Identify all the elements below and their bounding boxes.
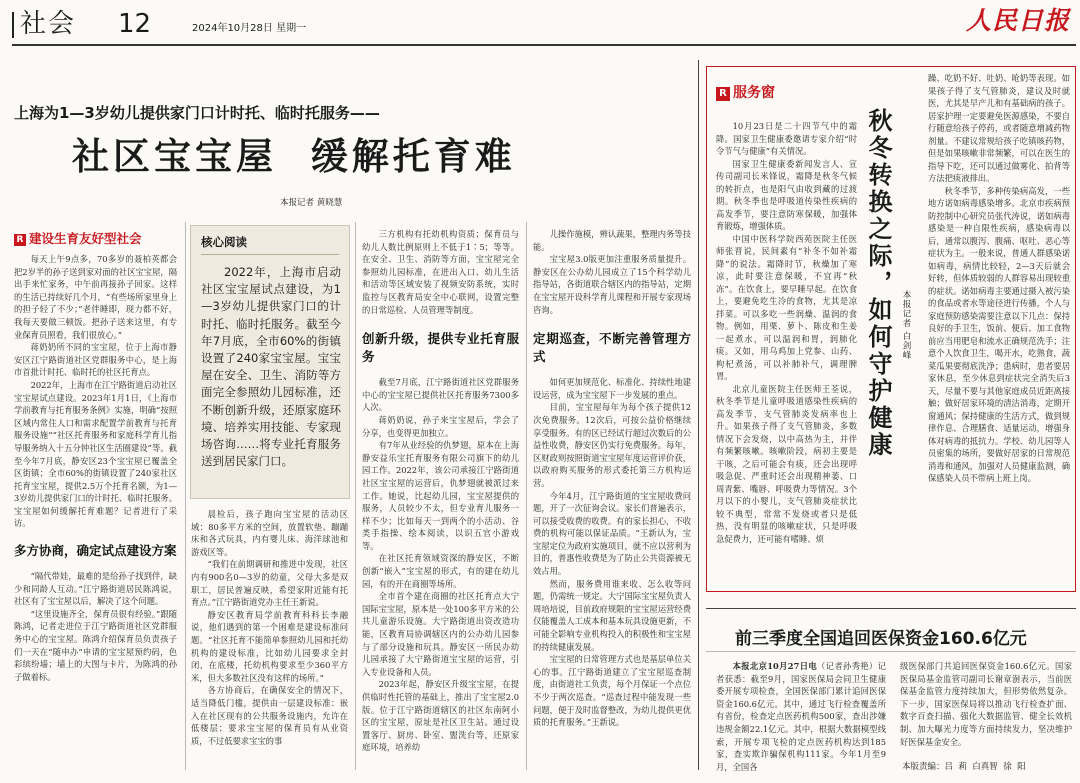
subheading: 多方协商，确定试点建设方案 xyxy=(14,543,177,559)
section-name: 社会 xyxy=(20,9,77,39)
body-paragraph: 三方机构有托幼机构资质；保育员与幼儿人数比例原则上不低于1∶5；等等。在安全、卫生、消防等方面，宝宝屋完全参照幼儿园标准，在进出入口、幼儿生活和活动等区域安装了视频安防系统，实时监控与区教育局安全中心联网，设置完整的日常巡检、人员管理等制度。 xyxy=(362,229,519,315)
body-paragraph: 静安区教育局学前教育科科长李融说，他们遇到的第一个困难是建设标准问题。“社区托育不能简单参照幼儿园和托幼机构的建设标准，比如幼儿园要求全封闭，在底楼，托幼机构要求至少360平方米，但大多数社区没有这样的场所。” xyxy=(191,609,348,683)
page-number: 12 xyxy=(118,9,152,39)
column-4 xyxy=(533,228,691,770)
body-paragraph: 每天上午9点多，70多岁的聂柏英都会把2岁半的孙子送到家对面的社区宝宝屋，隔出手来忙家务，中午前再接孙子回家。这样的生活已持续好几个月，“有些场所家里身上的担子轻了不少；”老伴睡即，现力都不好，我每天要做三顿饭。把孙子送来这里，有专业保育员照看，我们很放心。” xyxy=(14,254,177,340)
body-paragraph: 2023年起，静安区升级宝宝屋，在提供临时性托管的基础上，推出了宝宝屋2.0版。位于江宁路街道辖区的社区东南阿小区的宝宝屋，原址是社区卫生站。通过设置客厅、厨房、卧室、盥洗台等，还原家庭环境，培养幼 xyxy=(362,679,519,753)
lead-byline: 本报记者 黄晓慧 xyxy=(280,198,343,208)
section-rule xyxy=(706,651,1076,652)
subheading: 定期巡查，不断完善管理方式 xyxy=(533,331,691,365)
body-paragraph: 宝宝屋3.0版更加注重服务质量提升。静安区在公办幼儿园成立了15个科学幼儿指导站，各街道联合辖区内的指导站，定期在宝宝屋开设科学育儿课程和开展专家现场咨询。 xyxy=(533,254,691,315)
body-paragraph: 今年4月，江宁路街道的宝宝屋收费问题，开了一次征询会议。家长们普遍表示，可以接受收费的收费。有的家长担心，不收费的机构可能以保证品质。“王新认为，宝宝屋定位为政府实施项目，就不应以营利为目的，普惠性收费是为了防止公共资源被无效占用。 xyxy=(533,490,691,577)
body-paragraph: 然而，服务费用谁来收、怎么收等问题，仍需统一规定。大宁国际宝宝屋负责人周培培说，目前政府规限的宝宝屋运营经费仅能覆盖人工成本和基本玩具设施更新，不可能全影响专业机构投入的积极性和宝宝屋的持续健康发展。 xyxy=(533,578,691,652)
body-paragraph: 级医保部门共追回医保资金160.6亿元。国家医保局基金监管司副司长谢章澍表示，当前医保基金监管力度持续加大，但形势依然复杂。下一步，国家医保局将以推动飞行检查扩面、数字百查扫描、强化大数据监管、健全长效机制、加大曝光力度等方面持续发力，坚决维护好医保基金安全。 xyxy=(900,661,1072,747)
body-paragraph: 儿操作施模，辨认蔬果，整理内务等技能。 xyxy=(533,229,691,252)
column-3 xyxy=(362,228,519,770)
service-byline: 本报记者 白剑峰 xyxy=(901,290,911,361)
section-bracket xyxy=(12,12,14,38)
body-paragraph: 目前，宝宝屋每年为每个孩子提供12次免费服务。12次后，可按公益价格继续享受服务。有的区已经试行超过次数后的公益性收费，静安区仍实行免费服务。每年，区财政则按照街道宝宝屋年度运营评价获，以政府购买服务的形式委托第三方机构运营。 xyxy=(533,402,691,488)
service-column-b xyxy=(928,72,1070,586)
column-separator xyxy=(185,222,186,770)
insurance-column-left xyxy=(716,660,886,772)
body-paragraph: 蒋奶奶所不同的宝宝屋，位于上海市静安区江宁路街道社区党群服务中心，是上海市首批计时托、临时托的社区托育点。 xyxy=(14,342,177,378)
column-separator xyxy=(526,222,527,770)
reporter: （记者孙秀艳） xyxy=(817,661,878,671)
core-reading-text: 2022年，上海市启动社区宝宝屋试点建设，为1—3岁幼儿提供家门口的计时托、临时托服务。截至今年7月底，全市60%的街镇设置了240家宝宝屋。宝宝屋在安全、卫生、消防等方面完全参照幼儿园标准，还不断创新升级，还原家庭环境、培养实用技能、专家现场咨询……将专业托育服务送到居民家门口。 xyxy=(201,265,341,469)
lead-kicker: 上海为1—3岁幼儿提供家门口计时托、临时托服务—— xyxy=(14,104,380,122)
body-paragraph: 如何更加规范化、标准化、持续性地建设运营，成为宝宝屋下一步发展的重点。 xyxy=(533,377,691,400)
core-reading-rule xyxy=(201,254,339,255)
section-heading: R 建设生育友好型社会 xyxy=(14,230,177,248)
column-separator xyxy=(355,222,356,770)
body-paragraph: 全市首个建在商圈的社区托育点大宁国际宝宝屋，原本是一处100多平方米的公共儿童游乐设施。大宁路街道出资改造功能，区教育局协调辖区内的公办幼儿园参与了部分设施和玩具。静安区一所民办幼儿园承接了大宁路街道宝宝屋的运营，引入专业设备和人员。 xyxy=(362,591,519,677)
body-paragraph: 中国中医科学院西苑医院主任医师张晋说，民间素有“补冬不如补霜降”的说法。霜降时节，秋燥加了寒凉，此时要注意保暖，不宜再“秋冻”。在饮食上，要早睡早起。在饮食上，要避免吃生冷的食物，尤其是凉拌菜。可以多吃一些润燥、温润的食物。例如，用栗、萝卜、陈皮和生姜一起煮水，可以温润和胃，润肺化痰。又如，用乌鸡加上党参、山药、枸杞煮汤，可以补肺补气，调理脾胃。 xyxy=(716,233,857,381)
body-paragraph: 截至7月底，江宁路街道社区党群服务中心的宝宝屋已提供社区托育服务7300多人次。 xyxy=(362,377,519,413)
body-paragraph: 国家卫生健康委新闻发言人、宣传司副司长米锋说，霜降是秋冬气候的转折点，也是阳气由收到藏的过渡期。秋冬季也是呼吸道传染性疾病的高发季节，要注意防寒保暖，加强体育锻炼，增强体质。 xyxy=(716,158,857,231)
masthead-logo: 人民日报 xyxy=(966,6,1071,35)
body-paragraph: 晨检后，孩子跑向宝宝屋的活动区域：80多平方米的空间，放置软垫、蹦蹦床和各式玩具，内有婴儿床、海洋球池和游戏区等。 xyxy=(191,509,348,557)
body-paragraph: 北京儿童医院主任医师王荃说，秋冬季节是儿童呼吸道感染性疾病的高发季节，支气管肺炎发病率也上升。如果孩子得了支气管肺炎，多数情况下会发烧，以中高热为主，并伴有频繁咳嗽。咳嗽阶段，病初主要是干咳，之后可能会有痰，还会出现呼吸急促、严重时还会出现精神萎、口周青紫、嘴唇、呼吸费力等情况。3个月以下的小婴儿，支气管肺炎症状比较不典型，常常不发烧或者只是低热，没有明显的咳嗽症状，只是呼吸急促费力，还可能有嗜睡、烦 xyxy=(716,383,857,544)
editors-credit: 本版责编：吕 莉 白真智 徐 阳 xyxy=(902,762,1026,772)
body-paragraph: 10月23日是二十四节气中的霜降。国家卫生健康委邀请专家介绍“时令节气与健康”有关情况。 xyxy=(716,121,857,156)
body-paragraph: 在社区托育领域资深的静安区，不断创新“嵌入”宝宝屋的形式，有的建在幼儿园，有的开在商圈等场所。 xyxy=(362,553,519,589)
body-paragraph: 有7年从业经验的仇梦翅，原本在上海静安益乐宝托育服务有限公司旗下的幼儿园工作。2022年，该公司承接江宁路街道社区宝宝屋的运营后，仇梦翅就被派过来工作。她说，比起幼儿园，宝宝屋提供的服务，人员较少不太，但专业育儿服务一样不少；比如每天一到两个的小活动、谷类手指操、绘本阅读，以识五官小游戏等。 xyxy=(362,440,519,551)
lead-headline: 社区宝宝屋 缓解托育难 xyxy=(72,135,516,178)
service-column-a xyxy=(716,120,857,586)
subheading: 创新升级，提供专业托育服务 xyxy=(362,331,519,365)
body-paragraph: 记者获悉：截至9月，国家医保局会同卫生健康委开展专项检查，全国医保部门累计追回医保资金160.6亿元。其中，通过飞行检查覆盖所有省份，检查定点医药机构500家，查出涉嫌违规金额22.1亿元。其中，根据大数据模型线索，开展专项飞检的定点医药机构达到185家，查实欺诈骗保机构111家。今年1月至9月，全国各 xyxy=(716,661,886,772)
dateline: 本报北京10月27日电 xyxy=(732,661,818,671)
insurance-headline: 前三季度全国追回医保资金160.6亿元 xyxy=(735,629,1027,649)
body-paragraph: 蒋奶奶说，孙子来宝宝屋后，学会了分享，也变得更加独立。 xyxy=(362,414,519,438)
header-rule xyxy=(12,44,1076,46)
issue-date: 2024年10月28日 星期一 xyxy=(192,23,307,34)
service-headline: 秋冬转换之际，如何守护健康 xyxy=(864,108,892,459)
body-paragraph: “我们在前期调研和推进中发现，社区内有900名0—3岁的幼童，父母大多是双职工，居民普遍反映，希望家附近能有托育点。”江宁路街道党办主任王新说。 xyxy=(191,559,348,608)
insurance-column-right xyxy=(900,660,1072,748)
core-reading-label: 核心阅读 xyxy=(201,235,247,249)
core-reading-box xyxy=(190,225,350,499)
service-label-icon: R xyxy=(716,87,730,101)
section-label-icon: R xyxy=(14,234,26,246)
body-paragraph: “隔代带娃，最难的是给孙子找到伴，缺少和同龄人互动。”江宁路街道居民陈鸿说，社区有了宝宝屋以后，解决了这个问题。 xyxy=(14,571,177,607)
body-paragraph: 2022年，上海市在江宁路街道启动社区宝宝屋试点建设。2023年1月1日，《上海市学前教育与托育服务条例》实施，明确“按照区域内常住人口和需求配置学前教育与托育服务设施”“社区托育服务和家庭科学育儿指导服务纳入十五分钟社区生活圈建设”等。截至今年7月底，静安区23个宝宝屋已覆盖全区街镇；全市60%的街镇设置了240家社区托育宝宝屋，提供2.5万个托育名额，为1—3岁幼儿提供家门口的计时托、临时托服务。宝宝屋如何缓解托育难题？记者进行了采访。 xyxy=(14,379,177,529)
body-paragraph: 宝宝屋的日常管理方式也是基层单位关心的事。江宁路街道建立了宝宝屋巡查制度，由街道社工负责，每个月保证一个点位不少于两次巡查。“巡查过程中能发现一些问题，便于及时监督整改，为幼儿提供更优质的托育服务。”王新说。 xyxy=(533,654,691,728)
section-rule xyxy=(706,608,1076,609)
column-2 xyxy=(191,508,348,770)
body-paragraph: 秋冬季节，多种传染病高发，一些地方诺如病毒感染增多。北京市疾病预防控制中心研究员张代涛说，诺如病毒感染是一种自限性疾病，感染病毒以后，通常以腹泻、腹痛、呕吐、恶心等症状为主。一般来说，普通人群感染诺如病毒，病情比较轻，2—3天后就会好转，但体质较弱的人群容易出现较重的症状。诺如病毒主要通过摄入被污染的食品或者水等途径进行传播，个人与家庭预防感染需要注意以下几点：保持良好的手卫生，饭前、便后、加工食物前应当用肥皂和流水正确规范洗手；注意个人饮食卫生，喝开水，吃熟食，蔬菜瓜果要彻底洗净；患病时，患者要居家休息，至少休息到症状完全消失后3天，尽量不要与其他家庭成员近距离接触；做好居家环境的清洁消毒，定期开窗通风；保持健康的生活方式，做到规律作息、合理膳食、适量运动，增强身体对病毒的抵抗力。学校、幼儿园等人员密集的场所，要做好居家的日常规范消毒和通风，加强对人员健康监测，确保感染人员不带病上班上岗。 xyxy=(928,185,1070,483)
column-separator xyxy=(698,60,699,770)
body-paragraph: 躁、吃奶不好、吐奶、呛奶等表现。如果孩子得了支气管肺炎，建议及时就医，尤其是早产儿和有基础病的孩子。居家护理一定要避免医源感染，不要自行随意给孩子停药，或者随意增减药物剂量。不建议常规给孩子吃镇咳药物，但是如果咳嗽非常频繁，可以在医生的指导下吃，还可以通过做雾化、拍背等方法把痰液排出。 xyxy=(928,73,1070,183)
column-1 xyxy=(14,228,177,770)
body-paragraph: 各方协商后，在确保安全的情况下，适当降低门槛，提供由一层建设标准：嵌入在社区现有的公共服务设施内，允许在低楼层；要求宝宝屋的保育员有从业资质，不过低要求宝宝的事 xyxy=(191,685,348,746)
body-paragraph: “这里设施齐全，保育员很有经验。”跟随陈鸿，记者走进位于江宁路街道社区党群服务中心的宝宝屋。陈鸿介绍保育员负责孩子们一天在“随申办”申请的宝宝屋预约码，色彩缤纷墙；墙上的大图与卡片，为陈鸿的孙子做着标。 xyxy=(14,608,177,682)
service-window-heading: R 服务窗 xyxy=(716,82,775,102)
